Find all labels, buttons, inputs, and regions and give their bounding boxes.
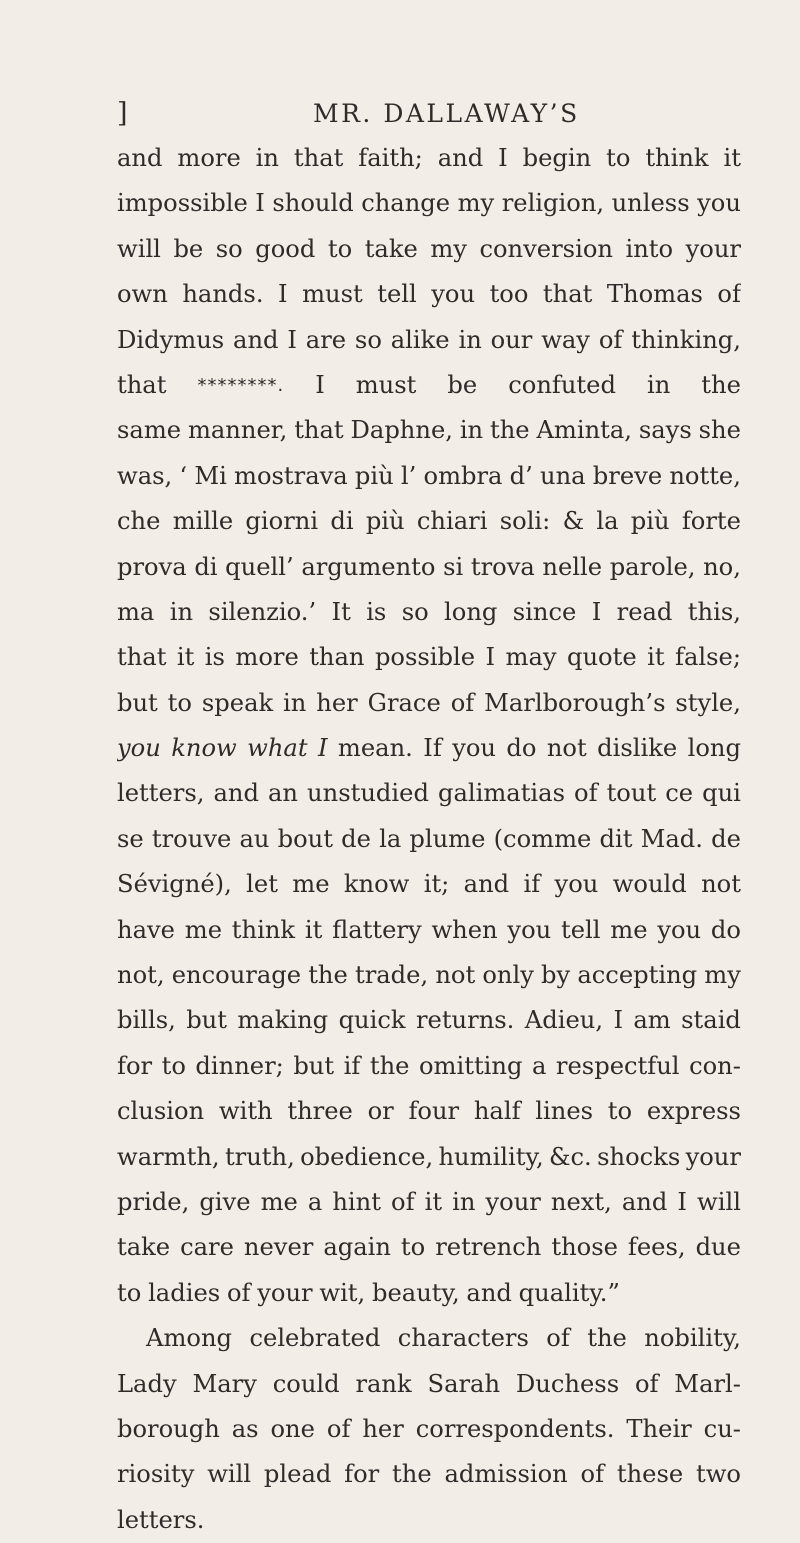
running-head: MR. DALLAWAY’S [313,99,580,128]
page-header [117,96,741,132]
text-line: and more in that faith; and I begin to think it [117,144,741,172]
text-line: will be so good to take my conversion into your [117,234,741,263]
text-line: ma in silenzio.’ It is so long since I read this, [117,597,741,626]
text-line: Didymus and I are so alike in our way of thinking, [117,325,741,354]
text-line: prova di quell’ argumento si trova nelle parole, no, [117,552,741,581]
text-line: was, ‘ Mi mostrava più l’ ombra d’ una breve notte, [117,461,741,490]
text-line: that ********. I must be confuted in the [117,370,741,399]
text-line: take care never again to retrench those fees, due [117,1233,741,1262]
text-line: riosity will plead for the admission of these two [117,1460,741,1489]
text-line: bills, but making quick returns. Adieu, I am staid [117,1006,741,1035]
text-line: letters. [117,1505,205,1534]
text-line: clusion with three or four half lines to express [117,1097,741,1126]
text-line: warmth, truth, obedience, humility, &c. shocks your [117,1142,741,1171]
text-line: borough as one of her correspondents. Their cu- [117,1414,741,1443]
text-line: to ladies of your wit, beauty, and quality.” [117,1278,620,1307]
text-line: for to dinner; but if the omitting a respectful con- [117,1051,741,1080]
text-line: Among celebrated characters of the nobility, [146,1324,741,1353]
text-line: own hands. I must tell you too that Thomas of [117,280,741,309]
text-line: you know what I mean. If you do not dislike long [117,734,741,763]
text-line: Sévigné), let me know it; and if you would not [117,870,741,899]
page-body-text [117,136,741,1543]
text-line: se trouve au bout de la plume (comme dit Mad. de [117,824,741,853]
text-line: but to speak in her Grace of Marlborough’s style, [117,688,741,717]
text-line: have me think it flattery when you tell me you do [117,915,741,944]
page-bracket-mark: ] [117,98,128,129]
text-line: Lady Mary could rank Sarah Duchess of Marl- [117,1369,741,1398]
text-line: that it is more than possible I may quote it false; [117,643,741,672]
text-line: not, encourage the trade, not only by accepting my [117,961,741,990]
text-line: che mille giorni di più chiari soli: & la più forte [117,507,741,536]
text-line: same manner, that Daphne, in the Aminta, says she [117,416,741,445]
text-line: letters, and an unstudied galimatias of tout ce qui [117,779,741,808]
text-line: impossible I should change my religion, unless you [117,189,741,218]
text-line: pride, give me a hint of it in your next, and I will [117,1187,741,1216]
